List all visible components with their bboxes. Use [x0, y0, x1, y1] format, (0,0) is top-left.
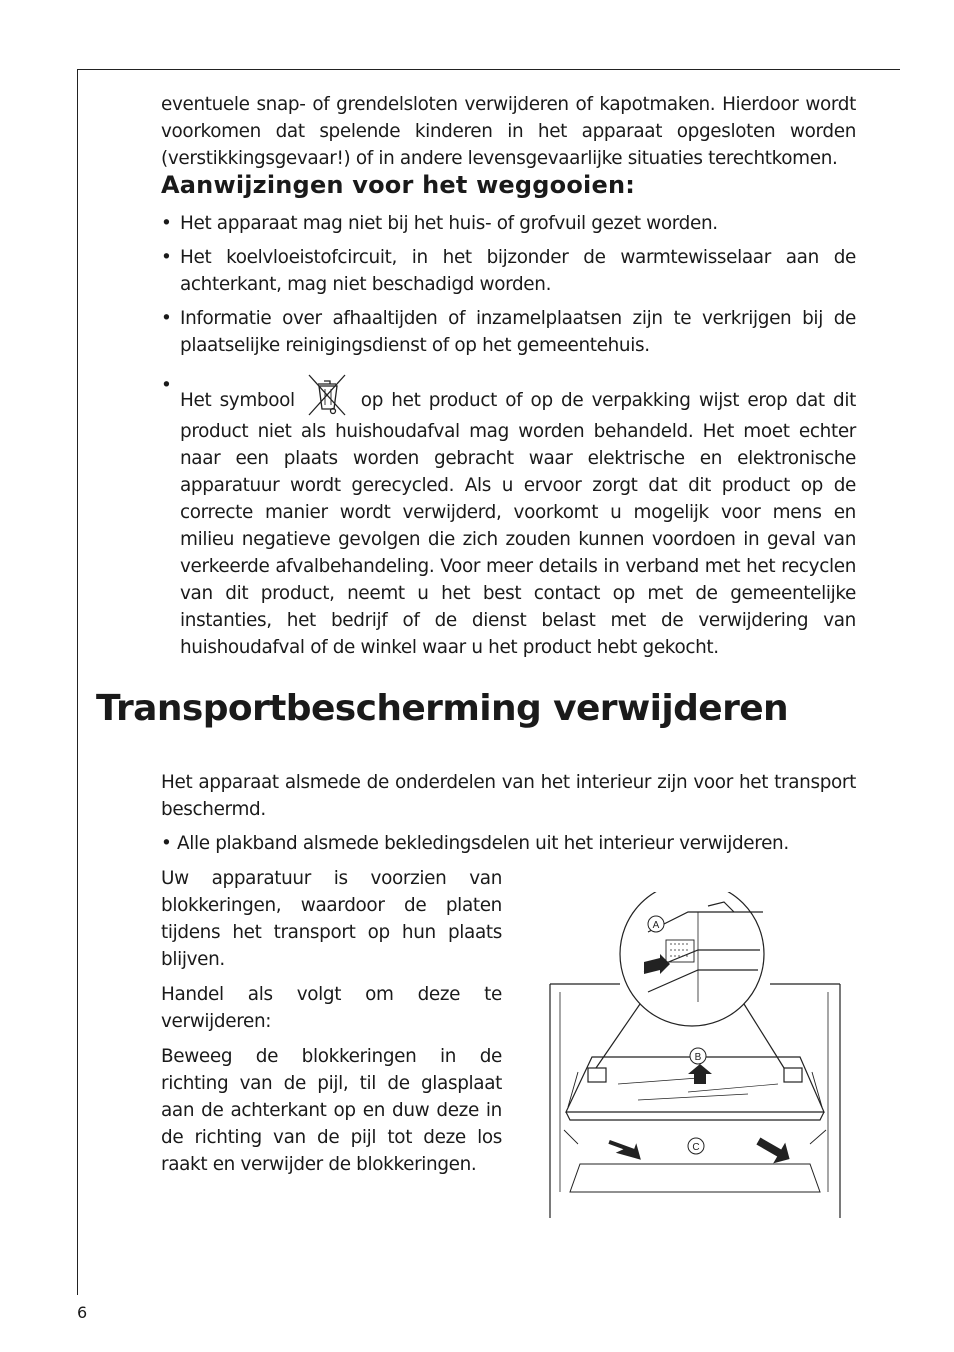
- bullet-dot: •: [161, 247, 172, 268]
- bullet-dot: •: [161, 213, 172, 234]
- figure-label-b: B: [694, 1052, 702, 1063]
- transport-paragraph-1: Uw apparatuur is voorzien van blokkeringen, waardoor de platen tijdens het transport op hun plaats blijven.: [161, 868, 502, 970]
- transport-heading: Transportbescherming verwijderen: [96, 688, 789, 729]
- transport-paragraph-2: Handel als volgt om deze te verwijderen:: [161, 984, 502, 1032]
- transport-paragraph-3: Beweeg de blokkeringen in de richting van de pijl, til de glasplaat aan de achterkant op en duw deze in de richting van de pijl tot deze los raakt en verwijder de blokkeringen.: [161, 1046, 502, 1175]
- disposal-bullet-1: [161, 210, 856, 237]
- shelf-removal-illustration: [548, 892, 842, 1218]
- symbol-text-after: op het product of op de verpakking wijst erop dat dit product niet als huishoudafval mag worden behandeld. Het moet echter naar een plaats worden gebracht waar elektrische en elektronische apparatuur wordt gerecycled. Als u ervoor zorgt dat dit product op de correcte manier wordt verwijderd, voorkomt u mogelijk voor mens en milieu negatieve gevolgen die zich zouden kunnen voordoen in geval van verkeerde afvalbehandeling. Voor meer details in verband met het recyclen van dit product, neemt u het best contact op met de gemeentelijke instanties, het bedrijf of de dienst belast met de verwijdering van huishoudafval of de winkel waar u het product hebt gekocht.: [180, 390, 856, 658]
- disposal-bullet-list: [161, 210, 856, 668]
- transport-bullet-text: Alle plakband alsmede bekledingsdelen uit het interieur verwijderen.: [177, 833, 789, 854]
- transport-bullet: [161, 830, 856, 857]
- figure-label-a: A: [652, 920, 660, 931]
- page-number: 6: [77, 1303, 88, 1322]
- disposal-bullet-2: [161, 244, 856, 298]
- transport-instructions: [161, 865, 502, 1186]
- disposal-bullet-text: Het apparaat mag niet bij het huis- of grofvuil gezet worden.: [180, 213, 718, 234]
- page-frame-top-rule: [77, 69, 900, 70]
- bullet-dot: •: [161, 833, 172, 854]
- figure-label-c: C: [692, 1142, 700, 1153]
- page-frame-left-rule: [77, 69, 78, 1295]
- disposal-heading: Aanwijzingen voor het weggooien:: [161, 171, 636, 199]
- crossed-out-wheelie-bin-icon: [305, 372, 349, 418]
- disposal-bullet-text: Het koelvloeistofcircuit, in het bijzonder de warmtewisselaar aan de achterkant, mag niet beschadigd worden.: [180, 247, 856, 295]
- symbol-text-before: Het symbool: [180, 390, 295, 411]
- disposal-bullet-text: Informatie over afhaaltijden of inzamelplaatsen zijn te verkrijgen bij de plaatselijke reinigingsdienst of op het gemeentehuis.: [180, 308, 856, 356]
- disposal-bullet-3: [161, 305, 856, 359]
- disposal-intro-paragraph: eventuele snap- of grendelsloten verwijderen of kapotmaken. Hierdoor wordt voorkomen dat spelende kinderen in het apparaat opgesloten worden (verstikkingsgevaar!) of in andere levensgevaarlijke situaties terechtkomen.: [161, 94, 856, 169]
- disposal-bullet-symbol: [161, 372, 856, 661]
- bullet-dot: •: [161, 308, 172, 329]
- transport-intro-paragraph: Het apparaat alsmede de onderdelen van het interieur zijn voor het transport beschermd.: [161, 772, 856, 820]
- bullet-dot: •: [161, 375, 172, 396]
